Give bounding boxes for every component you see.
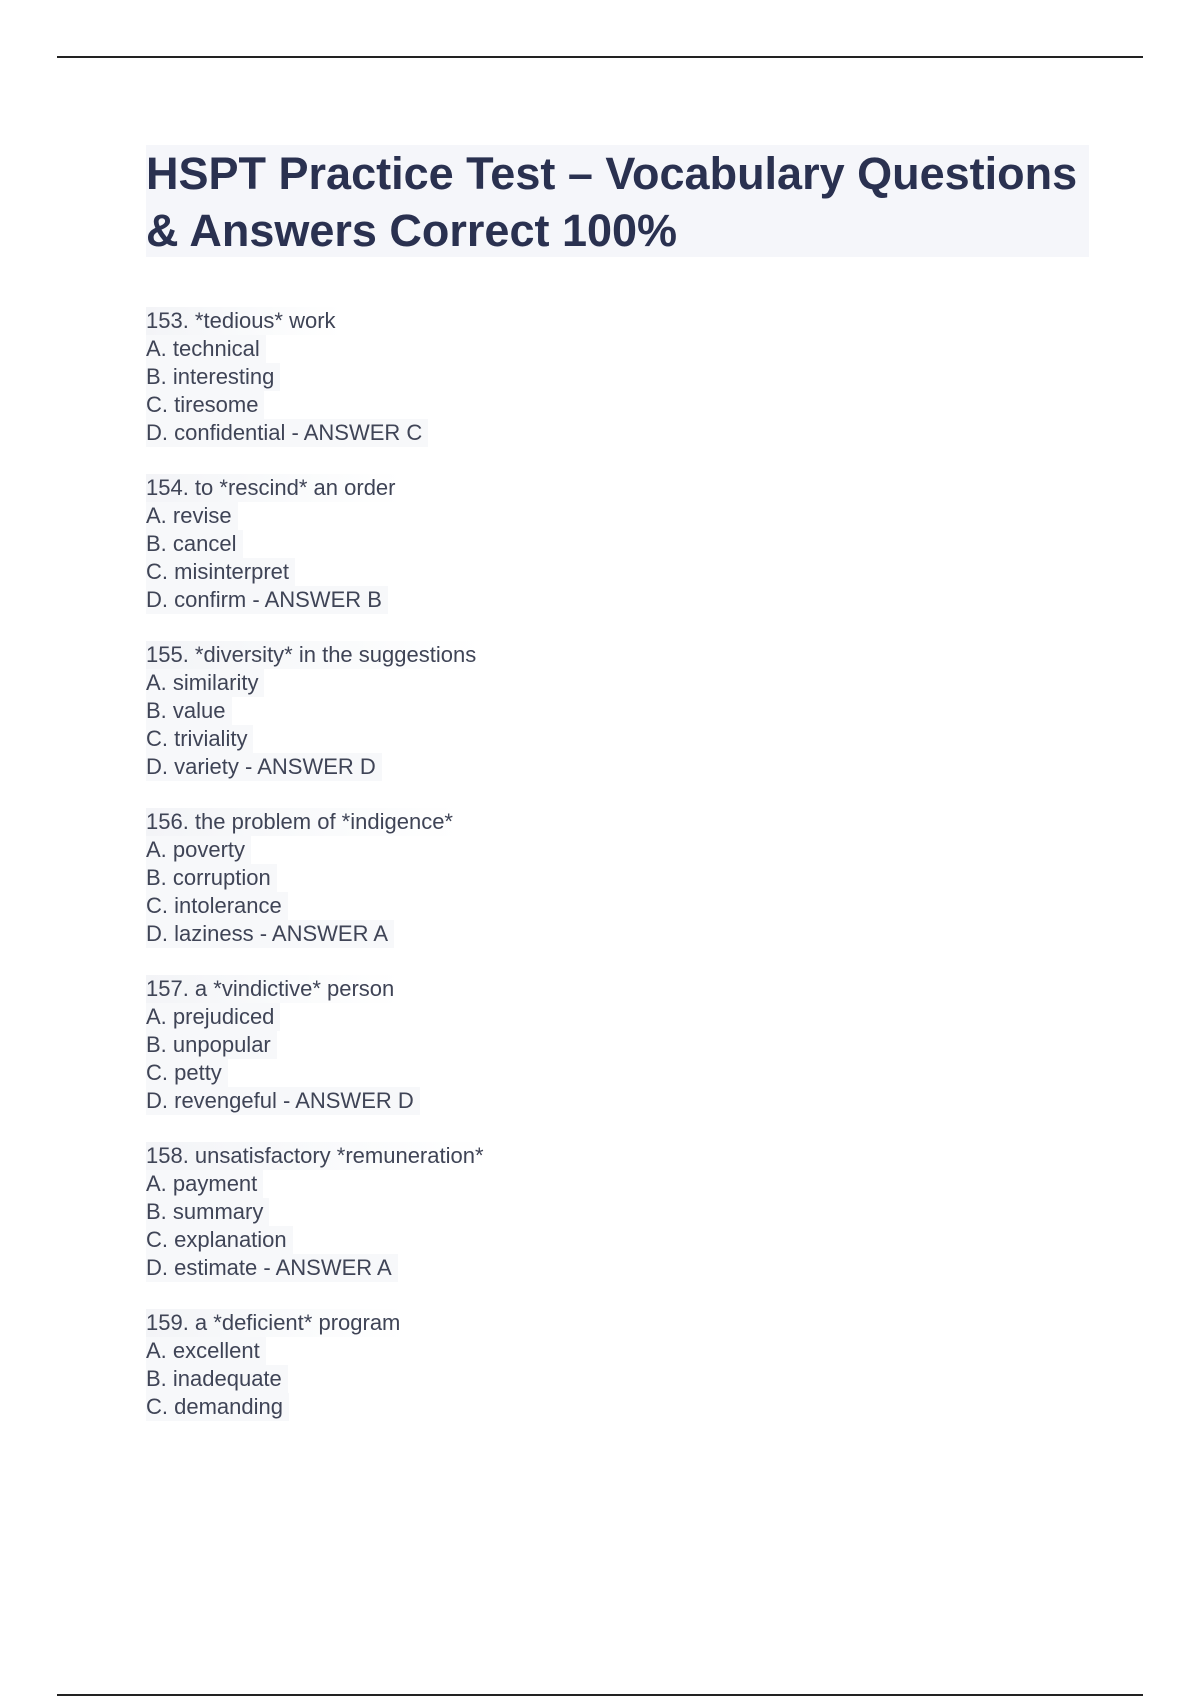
question-157 (146, 975, 1089, 1115)
bottom-rule (57, 1694, 1143, 1696)
question-156 (146, 808, 1089, 948)
title-box (146, 145, 1089, 257)
question-stem: 153. *tedious* work (146, 307, 342, 335)
question-stem: 157. a *vindictive* person (146, 975, 400, 1003)
option-a: A. excellent (146, 1337, 266, 1365)
question-153 (146, 307, 1089, 447)
option-a: A. payment (146, 1170, 263, 1198)
document-body (146, 145, 1089, 1448)
question-stem: 155. *diversity* in the suggestions (146, 641, 482, 669)
document-title: HSPT Practice Test – Vocabulary Questions & Answers Correct 100% (146, 148, 1078, 256)
option-b: B. summary (146, 1198, 269, 1226)
option-c: C. demanding (146, 1393, 289, 1421)
option-b: B. corruption (146, 864, 277, 892)
option-b: B. interesting (146, 363, 280, 391)
option-d-answer: D. confidential - ANSWER C (146, 419, 428, 447)
question-stem: 159. a *deficient* program (146, 1309, 406, 1337)
option-d-answer: D. confirm - ANSWER B (146, 586, 388, 614)
option-c: C. intolerance (146, 892, 288, 920)
option-c: C. explanation (146, 1226, 293, 1254)
option-d-answer: D. variety - ANSWER D (146, 753, 382, 781)
option-a: A. revise (146, 502, 238, 530)
option-d-answer: D. revengeful - ANSWER D (146, 1087, 420, 1115)
option-d-answer: D. estimate - ANSWER A (146, 1254, 398, 1282)
option-c: C. tiresome (146, 391, 264, 419)
question-stem: 154. to *rescind* an order (146, 474, 402, 502)
question-list (146, 307, 1089, 1421)
option-a: A. similarity (146, 669, 264, 697)
option-a: A. technical (146, 335, 266, 363)
option-a: A. poverty (146, 836, 251, 864)
question-158 (146, 1142, 1089, 1282)
option-d-answer: D. laziness - ANSWER A (146, 920, 394, 948)
option-c: C. misinterpret (146, 558, 295, 586)
option-b: B. inadequate (146, 1365, 288, 1393)
question-154 (146, 474, 1089, 614)
option-b: B. value (146, 697, 232, 725)
option-a: A. prejudiced (146, 1003, 280, 1031)
option-c: C. petty (146, 1059, 228, 1087)
question-159 (146, 1309, 1089, 1421)
option-b: B. cancel (146, 530, 243, 558)
option-c: C. triviality (146, 725, 253, 753)
top-rule (57, 56, 1143, 58)
option-b: B. unpopular (146, 1031, 277, 1059)
question-stem: 158. unsatisfactory *remuneration* (146, 1142, 490, 1170)
question-stem: 156. the problem of *indigence* (146, 808, 459, 836)
question-155 (146, 641, 1089, 781)
